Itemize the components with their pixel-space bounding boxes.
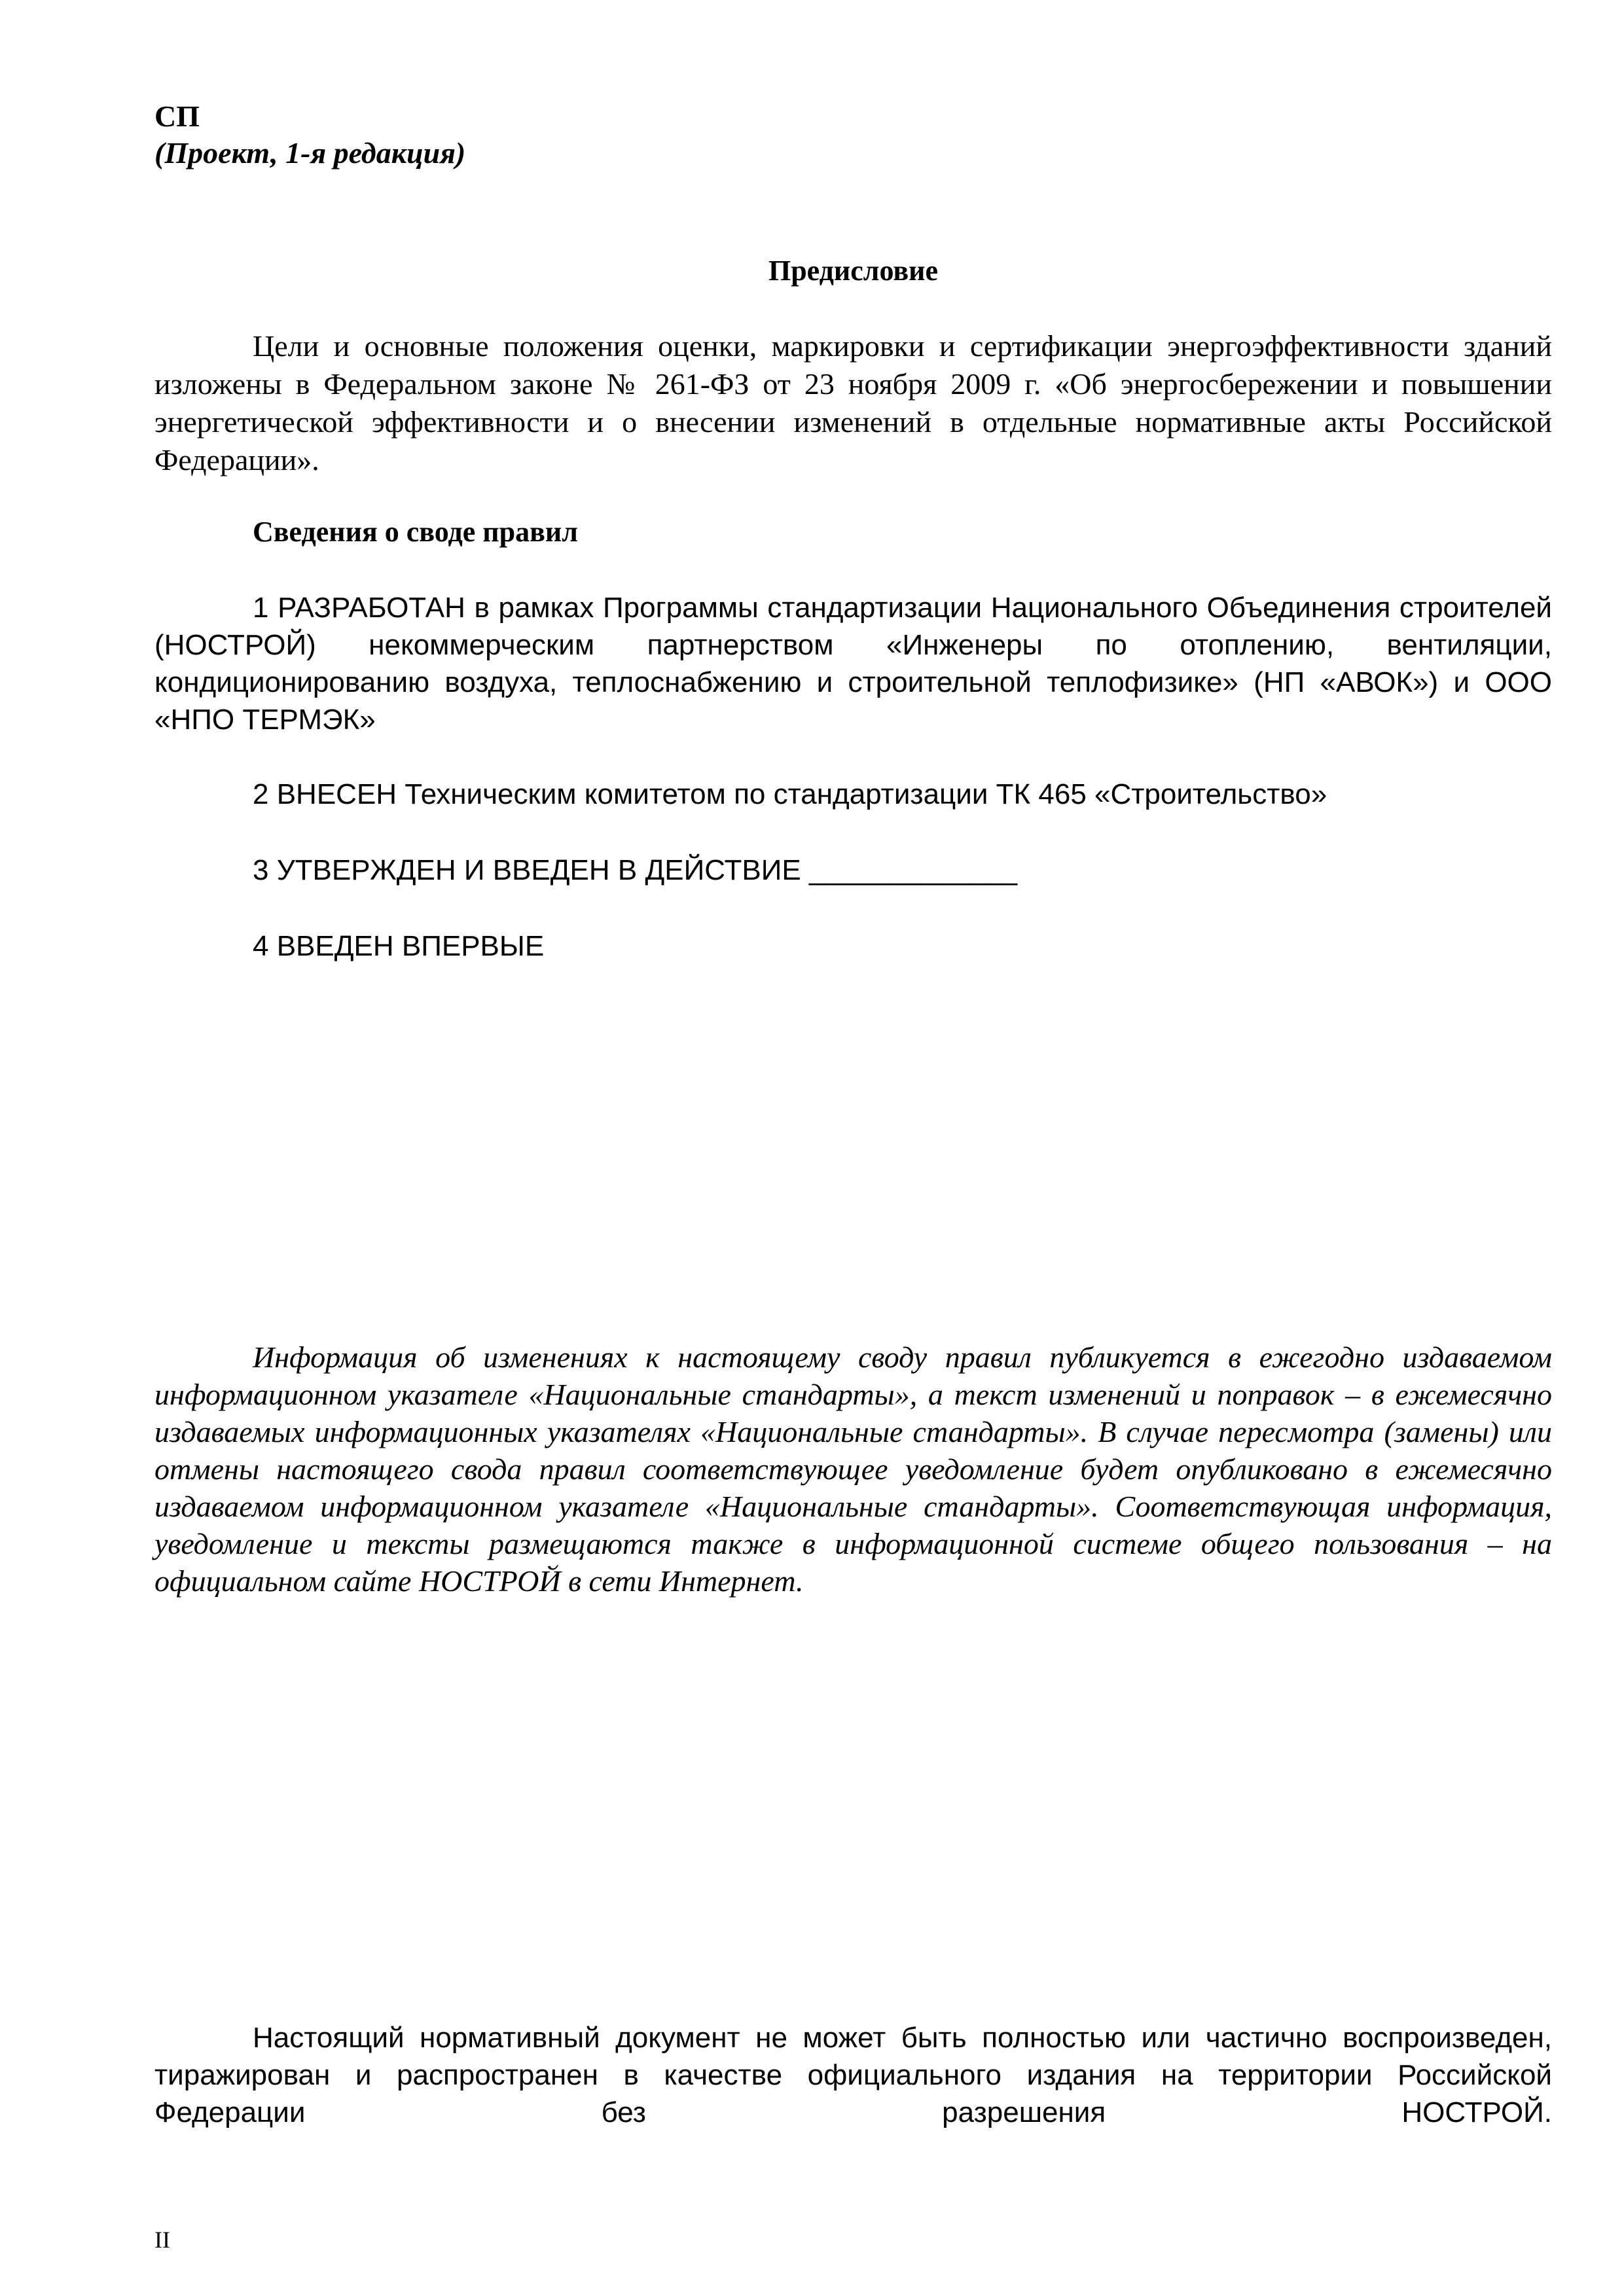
page-number: II xyxy=(154,2227,170,2253)
info-item-submitted: 2 ВНЕСЕН Техническим комитетом по стандартизации ТК 465 «Строительство» xyxy=(253,778,1327,810)
info-item-approved: 3 УТВЕРЖДЕН И ВВЕДЕН В ДЕЙСТВИЕ _____________ xyxy=(253,854,1018,886)
info-item-developed: 1 РАЗРАБОТАН в рамках Программы стандартизации Национального Объединения строителей (НОСТРОЙ) некоммерческим партнерством «Инженеры по отоплению, вентиляции, кондиционированию воздуха, теплоснабжению и строительной теплофизике» (НП «АВОК») и ООО «НПО ТЕРМЭК» xyxy=(154,592,1552,736)
copyright-notice: Настоящий нормативный документ не может быть полностью или частично воспроизведен, тиражирован и распространен в качестве официального издания на территории Российской Федерации без разрешения НОСТРОЙ. xyxy=(154,2022,1552,2128)
changes-information-note: Информация об изменениях к настоящему своду правил публикуется в ежегодно издаваемом информационном указателе «Национальные стандарты», а текст изменений и поправок – в ежемесячно издаваемых информационных указателях «Национальные стандарты». В случае пересмотра (замены) или отмены настоящего свода правил соответствующее уведомление будет опубликовано в ежемесячно издаваемом информационном указателе «Национальные стандарты». Соответствующая информация, уведомление и тексты размещаются также в информационной системе общего пользования – на официальном сайте НОСТРОЙ в сети Интернет. xyxy=(154,1340,1552,1598)
info-title: Сведения о своде правил xyxy=(253,516,578,548)
foreword-text: Цели и основные положения оценки, маркировки и сертификации энергоэффективности зданий изложены в Федеральном законе № 261-ФЗ от 23 ноября 2009 г. «Об энергосбережении и повышении энергетической эффективности и о внесении изменений в отдельные нормативные акты Российской Федерации». xyxy=(154,329,1552,476)
document-edition: (Проект, 1-я редакция) xyxy=(154,136,466,170)
info-item-first-introduced: 4 ВВЕДЕН ВПЕРВЫЕ xyxy=(253,930,545,962)
foreword-title: Предисловие xyxy=(768,255,938,287)
document-code: СП xyxy=(154,99,200,133)
